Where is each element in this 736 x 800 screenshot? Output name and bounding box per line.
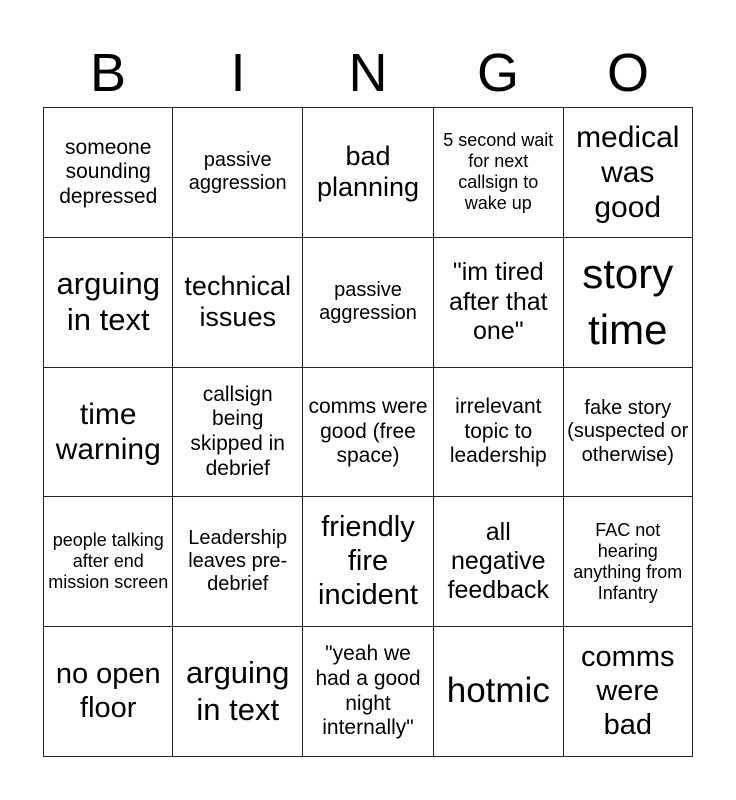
bingo-cell[interactable]: time warning <box>44 368 173 498</box>
header-letter-b: B <box>89 43 127 103</box>
bingo-cell[interactable]: callsign being skipped in debrief <box>173 368 302 498</box>
bingo-cell[interactable]: people talking after end mission screen <box>44 497 173 627</box>
bingo-cell[interactable]: friendly fire incident <box>303 497 434 627</box>
bingo-cell[interactable]: "yeah we had a good night internally" <box>303 627 434 757</box>
bingo-cell[interactable]: passive aggression <box>303 238 434 368</box>
header-letter-i: I <box>230 43 246 103</box>
bingo-cell[interactable]: "im tired after that one" <box>434 238 563 368</box>
bingo-cell[interactable]: irrelevant topic to leadership <box>434 368 563 498</box>
header-letter-g: G <box>476 43 519 103</box>
bingo-cell[interactable]: comms were bad <box>564 627 693 757</box>
bingo-cell[interactable]: Leadership leaves pre-debrief <box>173 497 302 627</box>
bingo-cell[interactable]: 5 second wait for next callsign to wake up <box>434 108 563 238</box>
bingo-cell[interactable]: story time <box>564 238 693 368</box>
bingo-cell[interactable]: medical was good <box>564 108 693 238</box>
bingo-cell[interactable]: technical issues <box>173 238 302 368</box>
header-letter-n: N <box>348 43 388 103</box>
bingo-cell[interactable]: arguing in text <box>44 238 173 368</box>
bingo-board <box>43 107 693 757</box>
bingo-cell[interactable]: FAC not hearing anything from Infantry <box>564 497 693 627</box>
bingo-cell[interactable]: no open floor <box>44 627 173 757</box>
header-letter-o: O <box>606 43 649 103</box>
bingo-cell[interactable]: arguing in text <box>173 627 302 757</box>
bingo-cell[interactable]: fake story (suspected or otherwise) <box>564 368 693 498</box>
bingo-header <box>43 40 693 106</box>
bingo-cell[interactable]: bad planning <box>303 108 434 238</box>
bingo-cell[interactable]: all negative feedback <box>434 497 563 627</box>
bingo-cell[interactable]: hotmic <box>434 627 563 757</box>
bingo-cell[interactable]: someone sounding depressed <box>44 108 173 238</box>
bingo-cell[interactable]: passive aggression <box>173 108 302 238</box>
bingo-cell[interactable]: comms were good (free space) <box>303 368 434 498</box>
